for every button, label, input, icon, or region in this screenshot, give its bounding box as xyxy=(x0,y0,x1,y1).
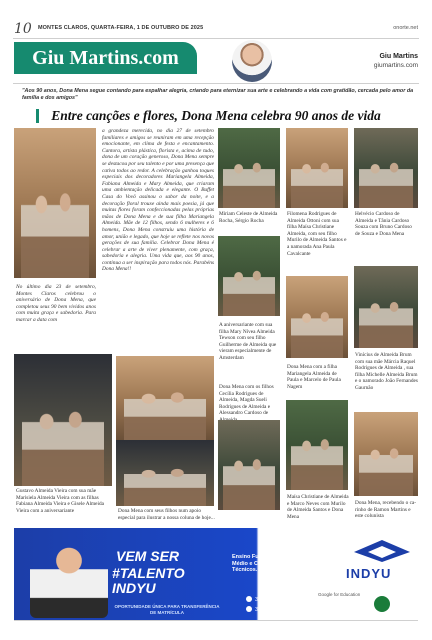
whatsapp-icon xyxy=(246,606,252,612)
photo-10 xyxy=(286,400,348,490)
ad-title-line1: VEM SER xyxy=(116,548,180,564)
caption-11: Dona Mena, recebendo o ca- rinho de Ramon Martins e este colunista xyxy=(355,500,417,520)
photo-5 xyxy=(218,420,280,510)
caption-4: A aniversariante com sua filha Mary Nívea Almeida Tewson com seu filho Guilherme de Almeida que vieram especialmente de Amsterdam xyxy=(219,322,277,361)
photo-4 xyxy=(218,236,280,316)
site-link[interactable]: onorte.net xyxy=(393,25,418,31)
ad-phone-2-number: 38 98428 9111 xyxy=(255,607,291,613)
ad-student-image xyxy=(30,536,108,618)
caption-8: Gustavo Almeida Vieira com sua mãe Marisiela Almeida Vieira com as filhas Fabiana Almeida Vieira e Gisele Almeida Vieira com a aniversariante xyxy=(16,488,104,514)
headline-accent xyxy=(36,109,39,123)
page-header xyxy=(14,21,418,37)
body-text: a grandeza merecida, no dia 27 de setembro familiares e amigos se reuniram em uma recepção emocionante, em clima de festa e encantamento. Cantora, artista plástica, florista e, acima de tudo, dona de um coração generoso, Dona Mena sempre se destacou por seu talento e por uma presença que cativa todos ao redor. A celebração ganhou toques especiais dos decoradores Mariangela Almeida, Fabiana Almeida e Mary Almeida, que criaram uma ambientação delicada e elegante. O Buffet Casa do Vovô assinou o sabor da noite, e a decoração floral trouxe ainda mais poesia, já que muitas flores foram confeccionadas pelas próprias mãos de Dona Mena e de sua filha Mariangela Almeida. Mãe de 12 filhos, sendo 6 mulheres e 6 homens, Dona Mena construiu uma história de amor, união e legado, que hoje se reflete nos novos gerações de sua família. Celebrar Dona Mena é celebrar a arte de viver plenamente, com graça, sabedoria e alegria. Uma vida que, aos 90 anos, continua a ser inspiração para todos nós. Parabéns Dona Mena!! xyxy=(102,128,215,273)
photo-6 xyxy=(286,276,348,358)
article-headline: Entre canções e flores, Dona Mena celebra 90 anos de vida xyxy=(51,108,381,123)
photo-7 xyxy=(354,266,418,348)
photo-9b xyxy=(116,440,214,506)
ad-phone-1-number: 38 21019295 xyxy=(255,597,288,603)
photo-11 xyxy=(354,412,418,496)
column-brand xyxy=(14,42,197,74)
footer-rule xyxy=(14,620,418,621)
article-lead: "Aos 90 anos, Dona Mena segue contando para espalhar alegria, criando para eternizar sua arte e celebrando a vida com gratidão, cercada pelo amor da família e dos amigos" xyxy=(22,88,414,101)
partner-seal-icon xyxy=(374,596,390,612)
ad-levels: Ensino Fundamental Médio e Cursos Técnicos. xyxy=(232,554,287,573)
page-number: 10 xyxy=(14,21,32,37)
photo-1 xyxy=(218,128,280,208)
caption-6: Dona Mena com a filha Mariangela Almeida de Paula e Marcelo de Paula Nagem xyxy=(287,364,341,390)
caption-7: Vinícius de Almeida Brum com sua mãe Márcia Raquel Rodrigues de Almeida , sua filha Michelle Almeida Brum e o namorado João Fernandes Gaurnão xyxy=(355,352,418,391)
ad-offer: OPORTUNIDADE ÚNICA PARA TRANSFERÊNCIA DE MATRÍCULA xyxy=(114,604,220,615)
photo-2 xyxy=(286,128,348,208)
caption-2: Filomena Rodrigues de Almeida Ottoni com sua filha Maísa Christiane Almeida, com seu filho Murilo de Almeida Santos e a namorada Ana Paula Cavalcante xyxy=(287,211,347,257)
caption-5: Dona Mena com os filhos Cecília Rodrigues de Almeida, Magda Sueli Rodrigues de Almeida e Alessandro Cardoso de xyxy=(219,384,274,417)
caption-3: Helvécio Cardoso de Almeida e Tânia Cardoso Souza com Bruno Cardoso de Souza e Dona Mena xyxy=(355,211,412,237)
ad-phone-2[interactable] xyxy=(246,606,291,613)
caption-9: Dona Mena com seus filhos num apoio especial para ilustrar a nossa coluna de hoje... xyxy=(118,508,215,521)
column-brand-title: Giu Martins.com xyxy=(32,47,179,69)
intro-text: No último dia 23 de setembro, Montes Claros celebrou o aniversário de Dona Mena, que completou seus 90 bem vividos anos com muita graça e sabedoria. Para marcar a data com xyxy=(16,284,96,323)
ad-partner: Google for Education xyxy=(318,592,361,597)
caption-1: Miriam Celeste de Almeida Rocha, Sérgio Rocha xyxy=(219,211,278,224)
author-name: Giu Martins xyxy=(379,53,418,60)
main-photo xyxy=(14,128,96,278)
indyu-logo-icon xyxy=(354,540,410,562)
ad-phone-1[interactable] xyxy=(246,596,287,603)
dateline: MONTES CLAROS, QUARTA-FEIRA, 1 DE OUTUBRO DE 2025 xyxy=(38,25,204,31)
author-photo xyxy=(232,40,272,82)
photo-3 xyxy=(354,128,418,208)
photo-9 xyxy=(116,356,214,440)
caption-10: Maísa Christiane de Almeida e Marco Neves com Murilo de Almeida Santos e Dona Mena xyxy=(287,494,349,520)
ad-title-line2: #TALENTO INDYU xyxy=(112,565,185,596)
ad-brand: INDYU xyxy=(346,566,392,581)
photo-8 xyxy=(14,354,112,486)
phone-icon xyxy=(246,596,252,602)
author-site[interactable]: giumartins.com xyxy=(373,62,418,69)
